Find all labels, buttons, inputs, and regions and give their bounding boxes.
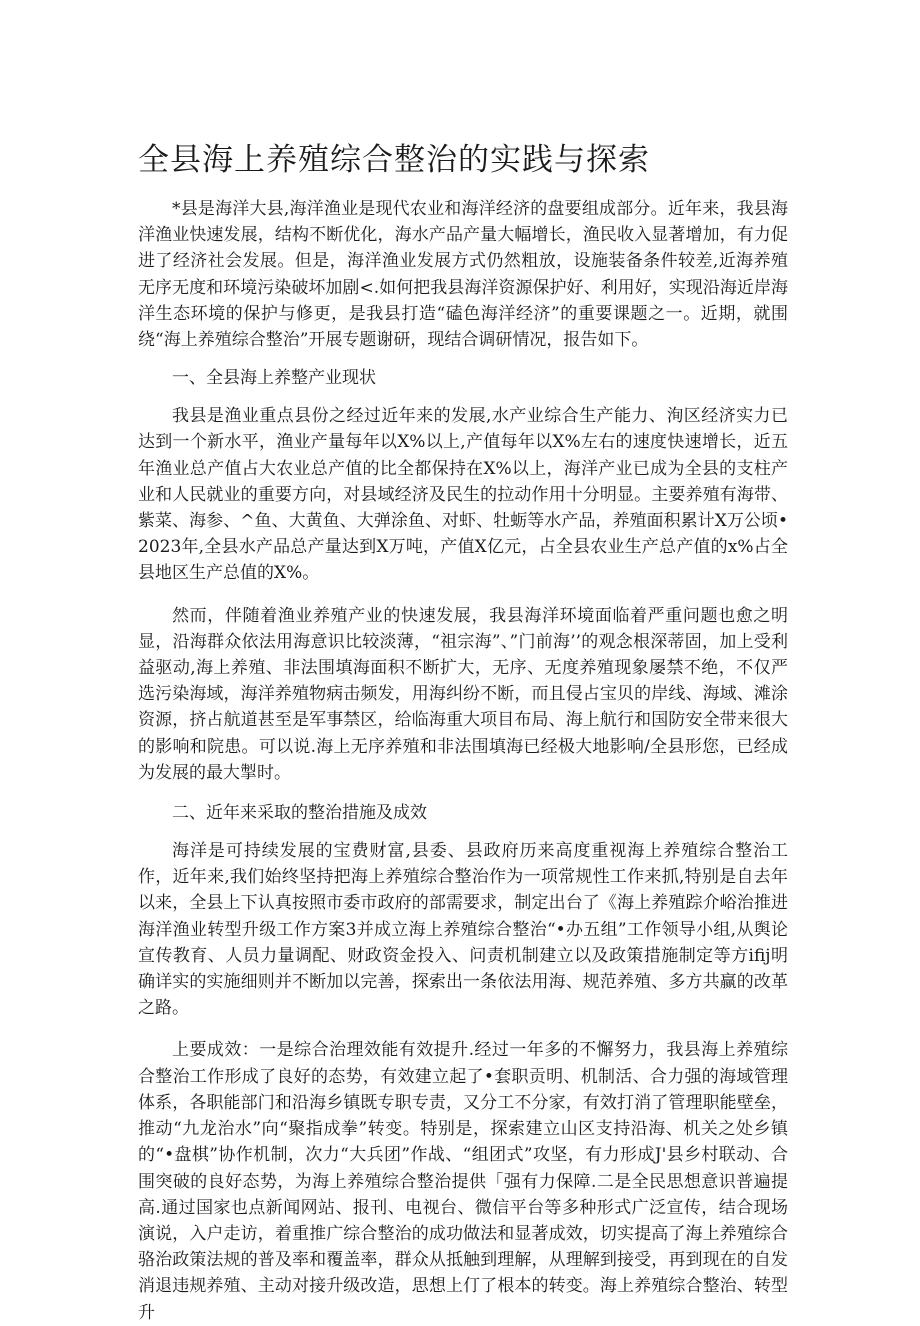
section-heading-industry-status: 一、全县海上养整产业现状	[172, 368, 376, 389]
document-title: 全县海上养殖综合整治的实践与探索	[138, 142, 650, 178]
section-heading-measures: 二、近年来采取的整治措施及成效	[172, 803, 427, 824]
environment-problem-paragraph: 然而，伴随着渔业养殖产业的快速发展，我县海洋环境面临着严重问题也愈之明显，沿海群众依法用海意识比较淡薄，“祖宗海”、”门前海’’的观念根深蒂固，加上受利益驱动,海上养殖、非法围填海面积不断扩大，无序、无度养殖现象屡禁不绝，不仅严选污染海域，海洋养殖物病击频发，用海纠纷不断，而且侵占宝贝的岸线、海域、滩涂资源，挤占航道甚至是军事禁区，给临海重大项目布局、海上航行和国防安全带来很大的影响和院患。可以说.海上无序养殖和非法围填海已经极大地影响/全县形您，已经成为发展的最大掣时。	[138, 605, 788, 783]
document-body	[138, 196, 788, 1326]
results-paragraph: 上要成效：一是综合治理效能有效提升.经过一年多的不懈努力，我县海上养殖综合整治工作形成了良好的态势，有效建立起了•套职贡明、机制活、合力强的海域管理体系，各职能部门和沿海乡镇既专职专责，又分工不分家，有效打消了管理职能壁垒，推动“九龙治水”向“聚指成拳”转变。特别是，探索建立山区支持沿海、机关之处乡镇的“•盘棋”协作机制，次力“大兵团”作战、“组团式”攻坚，有力形成J'县乡村联动、合围突破的良好态势，为海上养殖综合整治提供「强有力保障.二是全民思想意识普遍提高.通过国家也点新闻网站、报刊、电视台、微信平台等多种形式广泛宣传，结合现场演说，入户走访，着重推广综合整治的成功做法和显著成效，切实提高了海上养殖综合骆治政策法规的普及率和覆盖率，群众从抵触到理解，从理解到接受，再到现在的自发消退违规养殖、主动对接升级改造，思想上仃了根本的转变。海上养殖综合整治、转型升	[138, 1040, 788, 1323]
intro-paragraph: *县是海洋大县,海洋渔业是现代农业和海洋经济的盘要组成部分。近年来，我县海洋渔业快速发展，结构不断优化，海水产品产量大幅增长，渔民收入显著增加，有力促进了经济社会发展。但是，海洋渔业发展方式仍然粗放，设施装备条件较差,近海养殖无序无度和环境污染破坏加剧<.如何把我县海洋资源保护好、利用好，实现沿海近岸海洋生态环境的保护与修更，是我县打造“磕色海洋经济”的重要课题之一。近期，就围绕“海上养殖综合整治”开展专题谢研，现结合调研情况，报告如下。	[138, 199, 788, 351]
industry-status-paragraph: 我县是渔业重点县份之经过近年来的发展,水产业综合生产能力、洵区经济实力已达到一个新水平，渔业产量每年以X%以上,产值每年以X%左右的速度快速增长，近五年渔业总产值占大农业总产值的比全都保持在X%以上，海洋产业已成为全县的支柱产业和人民就业的重要方向，对县域经济及民生的拉动作用十分明显。主要养殖有海带、紫菜、海参、^鱼、大黄鱼、大弹涂鱼、对虾、牡蛎等水产品，养殖面积累计X万公顷•2023年,全县水产品总产量达到X万吨，产值X亿元，占全县农业生产总产值的x%占全县地区生产总值的X%。	[138, 406, 788, 584]
measures-paragraph: 海洋是可持续发展的宝费财富,县委、县政府历来高度重视海上养殖综合整治工作，近年来,我们始终坚持把海上养殖综合整治作为一项常规性工作来抓,特别是自去年以来，全县上下认真按照市委市政府的部需要求，制定出台了《海上养殖踪介峪治推进海洋渔业转型升级工作方案3并成立海上养殖综合整治“•办五组”工作领导小组,从舆论宣传教育、人员力量调配、财政资金投入、问责机制建立以及政策措施制定等方ifij明确详实的实施细则并不断加以完善，探索出一条依法用海、规范养殖、多方共赢的改革之路。	[138, 841, 788, 1019]
